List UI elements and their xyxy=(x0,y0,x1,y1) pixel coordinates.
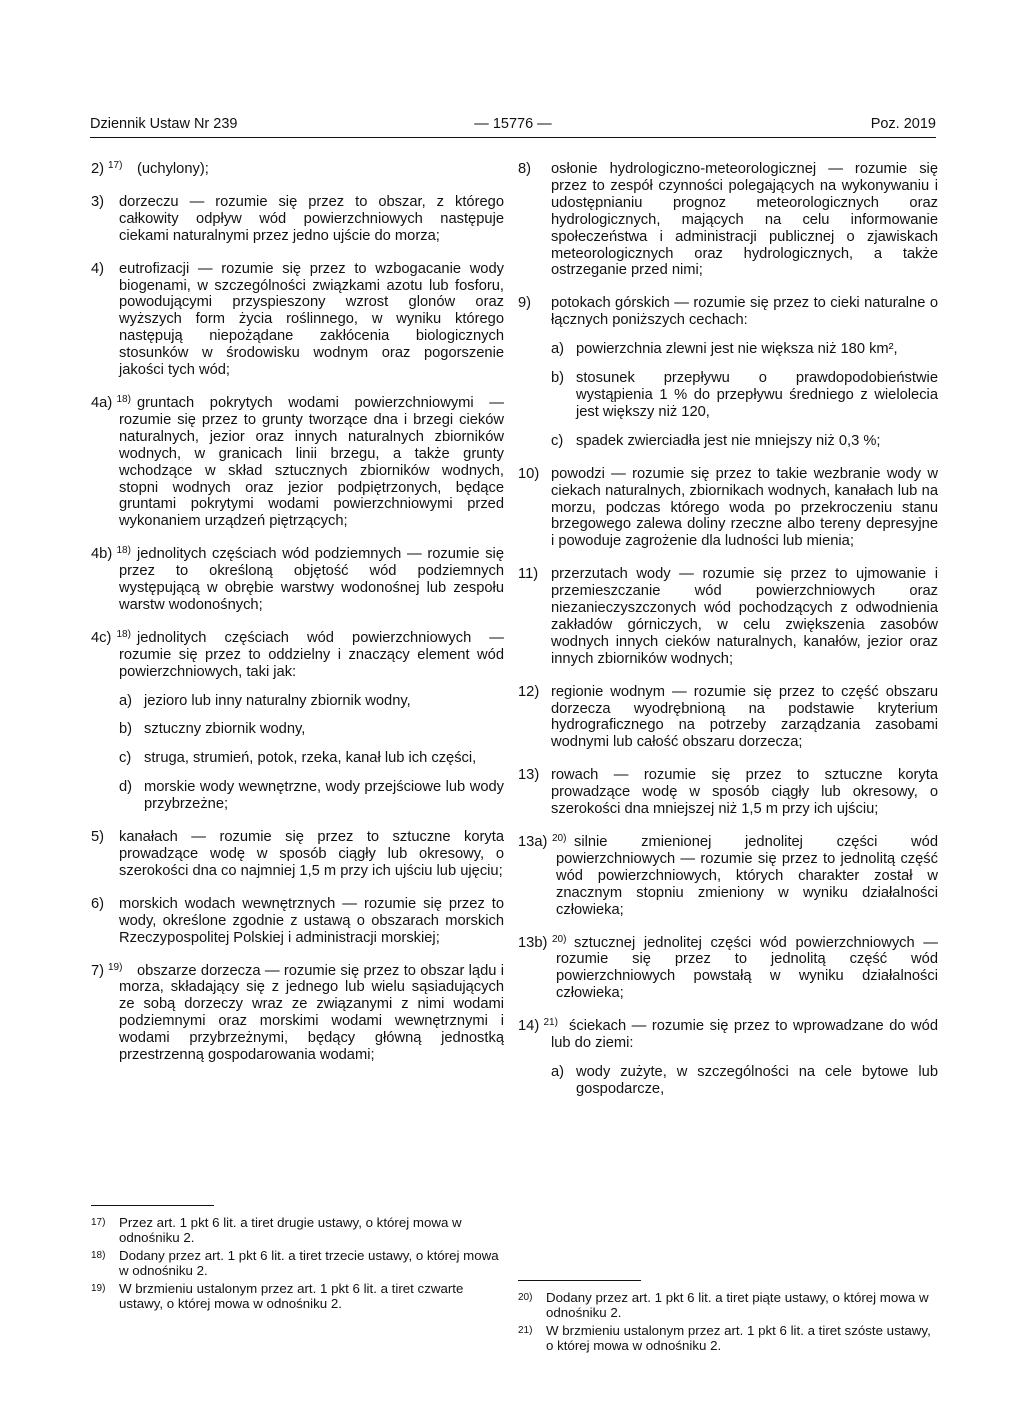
footnote-divider-right xyxy=(518,1280,641,1281)
sub-item xyxy=(119,721,504,738)
footnote-text: Dodany przez art. 1 pkt 6 lit. a tiret piąte ustawy, o której mowa w odnośniku 2. xyxy=(546,1290,929,1320)
definition-item: 14) 21) ściekach — rozumie się przez to wprowadzane do wód lub do ziemi: a) wody zużyte, w szczególności na cele bytowe lub gospodarcze, xyxy=(518,1017,938,1097)
item-number: 9) xyxy=(518,295,532,312)
definition-item xyxy=(91,194,504,245)
item-text: jednolitych częściach wód powierzchniowych — rozumie się przez to oddzielny i znaczący element wód powierzchniowych, taki jak: xyxy=(119,629,504,680)
item-body xyxy=(551,1018,938,1052)
definition-item: 2) 17) (uchylony); xyxy=(91,161,504,178)
item-body xyxy=(551,566,938,667)
item-number: 13) xyxy=(518,767,540,784)
item-text: powodzi — rozumie się przez to takie wezbranie wody w ciekach naturalnych, zbiornikach wodnych, kanałach lub na morzu, podczas którego woda po przekroczeniu stanu brzegowego zalewa doliny rzeczne albo tereny depresyjne i powoduje zagrożenie dla ludności lub mienia; xyxy=(551,465,938,550)
item-body xyxy=(556,834,938,919)
footnote-text: Dodany przez art. 1 pkt 6 lit. a tiret trzecie ustawy, o której mowa w odnośniku 2. xyxy=(119,1248,499,1278)
sub-item xyxy=(119,779,504,813)
item-number: 10) xyxy=(518,465,540,482)
item-text: (uchylony); xyxy=(137,161,209,177)
item-text: dorzeczu — rozumie się przez to obszar, z którego całkowity odpływ wód powierzchniowych następuje ciekami naturalnymi przez jedno ujście do morza; xyxy=(119,193,504,244)
sub-item-text: spadek zwierciadła jest nie mniejszy niż 0,3 %; xyxy=(576,432,881,449)
footnotes-right xyxy=(518,1290,938,1356)
sub-item-number: a) xyxy=(551,341,565,358)
definition-item xyxy=(518,466,938,551)
footnote-mark: 18) xyxy=(91,1250,106,1261)
sub-item-number: a) xyxy=(551,1063,565,1080)
item-text: ściekach — rozumie się przez to wprowadzane do wód lub do ziemi: xyxy=(551,1018,938,1052)
sub-item-text: sztuczny zbiornik wodny, xyxy=(144,721,306,738)
item-text: jednolitych częściach wód podziemnych — rozumie się przez to określoną objętość wód podziemnych występującą w obrębie warstwy wodonośnej lub zespołu warstw wodonośnych; xyxy=(119,546,504,613)
item-number: 4a) xyxy=(91,394,113,411)
item-number: 4) xyxy=(91,260,105,277)
definition-item: 13a) 20) silnie zmienionej jednolitej części wód powierzchniowych — rozumie się przez to jednolitą część wód powierzchniowych, których charakter został w znacznym stopniu zmieniony w wyniku działalności człowieka; xyxy=(518,833,938,918)
footnote-mark: 21) xyxy=(518,1325,533,1336)
item-text: obszarze dorzecza — rozumie się przez to obszar lądu i morza, składający się z jednego lub wielu sąsiadujących ze sobą dorzeczy wraz ze związanymi z nimi wodami podziemnymi oraz morskimi wodami wewnętrznymi i wodami przybrzeżnymi, będący główną jednostką przestrzenną gospodarowania wodami; xyxy=(119,962,504,1064)
item-number: 6) xyxy=(91,895,105,912)
footnote-divider-left xyxy=(91,1205,214,1206)
item-body xyxy=(119,194,504,245)
page-number: — 15776 — xyxy=(474,116,552,132)
item-body xyxy=(119,630,504,681)
item-body xyxy=(551,295,938,329)
item-number: 4c) xyxy=(91,629,112,646)
item-text: eutrofizacji — rozumie się przez to wzbogacanie wody biogenami, w szczególności związkami azotu lub fosforu, powodującymi przyspieszony wzrost glonów oraz wyższych form życia roślinnego, w wyniku którego następują niepożądane zakłócenia biologicznych stosunków w środowisku wodnym oraz pogorszenie jakości tych wód; xyxy=(119,260,504,379)
item-number: 2) xyxy=(91,161,105,177)
sub-item xyxy=(119,750,504,767)
item-body xyxy=(551,684,938,752)
sub-item-number: b) xyxy=(551,370,565,387)
sub-item xyxy=(551,370,938,421)
item-body xyxy=(119,896,504,947)
definition-item: 4a) 18) gruntach pokrytych wodami powierzchniowymi — rozumie się przez to grunty tworzące dna i brzegi cieków naturalnych, jezior oraz innych naturalnych zbiorników wodnych, w granicach linii brzegu, a także grunty wchodzące w skład sztucznych zbiorników wodnych, stopni wodnych oraz jezior podpiętrzonych, będące gruntami pokrytymi wodami powierzchniowymi przed wykonaniem urządzeń piętrzących; xyxy=(91,393,504,530)
item-number: 5) xyxy=(91,829,105,846)
item-number: 13a) xyxy=(518,834,548,850)
sub-item xyxy=(551,341,938,358)
sub-item-text: struga, strumień, potok, rzeka, kanał lub ich części, xyxy=(144,750,477,767)
sub-item xyxy=(551,433,938,450)
item-body xyxy=(119,261,504,379)
item-number: 8) xyxy=(518,161,532,177)
footnote xyxy=(91,1215,504,1245)
journal-title: Dziennik Ustaw Nr 239 xyxy=(90,116,238,132)
item-text: gruntach pokrytych wodami powierzchniowymi — rozumie się przez to grunty tworzące dna i brzegi cieków naturalnych, jezior oraz innych naturalnych zbiorników wodnych, w granicach linii brzegu, a także grunty wchodzące w skład sztucznych zbiorników wodnych, stopni wodnych oraz jezior podpiętrzonych, będące gruntami pokrytymi wodami powierzchniowymi przed wykonaniem urządzeń piętrzących; xyxy=(119,394,504,530)
definition-item: 13b) 20) sztucznej jednolitej części wód powierzchniowych — rozumie się przez to jednolitą część wód powierzchniowych powstałą w wyniku działalności człowieka; xyxy=(518,933,938,1002)
left-column xyxy=(91,161,504,1080)
sub-item-number: c) xyxy=(551,432,564,449)
sub-item-number: d) xyxy=(119,779,133,796)
definition-item xyxy=(91,829,504,880)
sub-item-text: jezioro lub inny naturalny zbiornik wodny, xyxy=(144,692,411,709)
footnote xyxy=(91,1248,504,1278)
sub-item xyxy=(119,693,504,710)
definition-item: 4b) 18) jednolitych częściach wód podziemnych — rozumie się przez to określoną objętość wód podziemnych występującą w obrębie warstwy wodonośnej lub zespołu warstw wodonośnych; xyxy=(91,545,504,613)
item-body xyxy=(119,395,504,530)
definition-item: 7) 19) obszarze dorzecza — rozumie się przez to obszar lądu i morza, składający się z jednego lub wielu sąsiadujących ze sobą dorzeczy wraz ze związanymi z nimi wodami podziemnymi oraz morskimi wodami wewnętrznymi i wodami przybrzeżnymi, będący główną jednostką przestrzenną gospodarowania wodami; xyxy=(91,961,504,1064)
definition-item xyxy=(518,767,938,818)
sub-item-text: wody zużyte, w szczególności na cele bytowe lub gospodarcze, xyxy=(576,1063,938,1097)
footnote xyxy=(518,1323,938,1353)
sub-item xyxy=(551,1064,938,1098)
footnote-mark: 17) xyxy=(91,1217,106,1228)
page-header xyxy=(90,114,936,136)
footnote xyxy=(91,1281,504,1311)
item-text: kanałach — rozumie się przez to sztuczne koryta prowadzące wodę w sposób ciągły lub okresowy, o szerokości dna co najmniej 1,5 m przy ich ujściu lub ujęciu; xyxy=(119,829,504,879)
sub-item-text: powierzchnia zlewni jest nie większa niż 180 km², xyxy=(576,341,898,358)
item-text: rowach — rozumie się przez to sztuczne koryta prowadzące wodę w sposób ciągły lub okresowy, o szerokości dna mniejszej niż 1,5 m przy ich ujściu; xyxy=(551,767,938,818)
header-divider xyxy=(90,137,936,138)
item-text: morskich wodach wewnętrznych — rozumie się przez to wody, określone zgodnie z ustawą o obszarach morskich Rzeczypospolitej Polskiej i administracji morskiej; xyxy=(119,895,504,946)
footnote-text: W brzmieniu ustalonym przez art. 1 pkt 6 lit. a tiret szóste ustawy, o której mowa w odnośniku 2. xyxy=(546,1323,931,1353)
footnotes-left xyxy=(91,1215,504,1314)
definition-item xyxy=(518,566,938,667)
item-text: przerzutach wody — rozumie się przez to ujmowanie i przemieszczanie wód powierzchniowych oraz niezanieczyszczonych wód pochodzących z odwodnienia zakładów górniczych, w celu zwiększenia zasobów wodnych innych cieków naturalnych, kanałów, jezior oraz innych zbiorników wodnych; xyxy=(551,566,938,667)
sub-item-number: b) xyxy=(119,721,133,738)
item-body xyxy=(556,935,938,1003)
definition-item: 4c) 18) jednolitych częściach wód powierzchniowych — rozumie się przez to oddzielny i znaczący element wód powierzchniowych, taki jak: a) jezioro lub inny naturalny zbiornik wodny, b) sztuczny zbiornik wodny, c) struga, strumień, potok, rzeka, kanał lub ich części, d) morskie wody wewnętrzne, wody przejściowe lub wody przybrzeżne; xyxy=(91,628,504,813)
item-text: regionie wodnym — rozumie się przez to część obszaru dorzecza wyodrębnioną na podstawie kryterium hydrograficznego na potrzeby zarządzania zasobami wodnymi lub całość obszaru dorzecza; xyxy=(551,683,938,751)
definition-item xyxy=(518,295,938,449)
item-number: 4b) xyxy=(91,546,113,563)
right-column xyxy=(518,161,938,1114)
footnote-mark: 20) xyxy=(518,1292,533,1303)
item-number: 11) xyxy=(518,566,539,583)
item-body xyxy=(119,829,504,880)
footnote-text: Przez art. 1 pkt 6 lit. a tiret drugie ustawy, o której mowa w odnośniku 2. xyxy=(119,1215,462,1245)
item-number: 12) xyxy=(518,683,540,700)
footnote-mark: 19) xyxy=(91,1283,106,1294)
item-text: silnie zmienionej jednolitej części wód powierzchniowych — rozumie się przez to jednolitą część wód powierzchniowych, których charakter został w znacznym stopniu zmieniony w wyniku działalności człowieka; xyxy=(556,834,938,918)
definition-item xyxy=(91,896,504,947)
definition-item xyxy=(518,161,938,279)
item-number: 7) xyxy=(91,962,105,979)
item-number: 3) xyxy=(91,193,105,210)
position-number: Poz. 2019 xyxy=(870,116,936,132)
item-body xyxy=(119,161,504,178)
footnote xyxy=(518,1290,938,1320)
item-number: 14) xyxy=(518,1018,540,1035)
item-text: potokach górskich — rozumie się przez to cieki naturalne o łącznych poniższych cechach: xyxy=(551,295,938,329)
item-number: 13b) xyxy=(518,934,548,951)
item-body xyxy=(551,466,938,551)
item-text: sztucznej jednolitej części wód powierzchniowych — rozumie się przez to jednolitą część wód powierzchniowych powstałą w wyniku działalności człowieka; xyxy=(556,934,938,1002)
sub-item-number: a) xyxy=(119,692,133,709)
item-body xyxy=(119,546,504,614)
footnote-text: W brzmieniu ustalonym przez art. 1 pkt 6 lit. a tiret czwarte ustawy, o której mowa w odnośniku 2. xyxy=(119,1281,464,1311)
item-text: osłonie hydrologiczno-meteorologicznej — rozumie się przez to zespół czynności polegających na wykonywaniu i udostępnianiu prognoz meteorologicznych oraz hydrologicznych, mających na celu informowanie społeczeństwa i administracji publicznej o zjawiskach meteorologicznych oraz hydrologicznych, a także ostrzeganie przed nimi; xyxy=(551,161,938,279)
item-body xyxy=(551,161,938,279)
item-body xyxy=(119,963,504,1064)
definition-item xyxy=(91,261,504,379)
sub-item-text: stosunek przepływu o prawdopodobieństwie wystąpienia 1 % do przepływu średniego z wielolecia jest większy niż 120, xyxy=(576,370,938,420)
item-body xyxy=(551,767,938,818)
definition-item xyxy=(518,684,938,752)
sub-item-number: c) xyxy=(119,750,132,767)
sub-item-text: morskie wody wewnętrzne, wody przejściowe lub wody przybrzeżne; xyxy=(144,779,504,813)
